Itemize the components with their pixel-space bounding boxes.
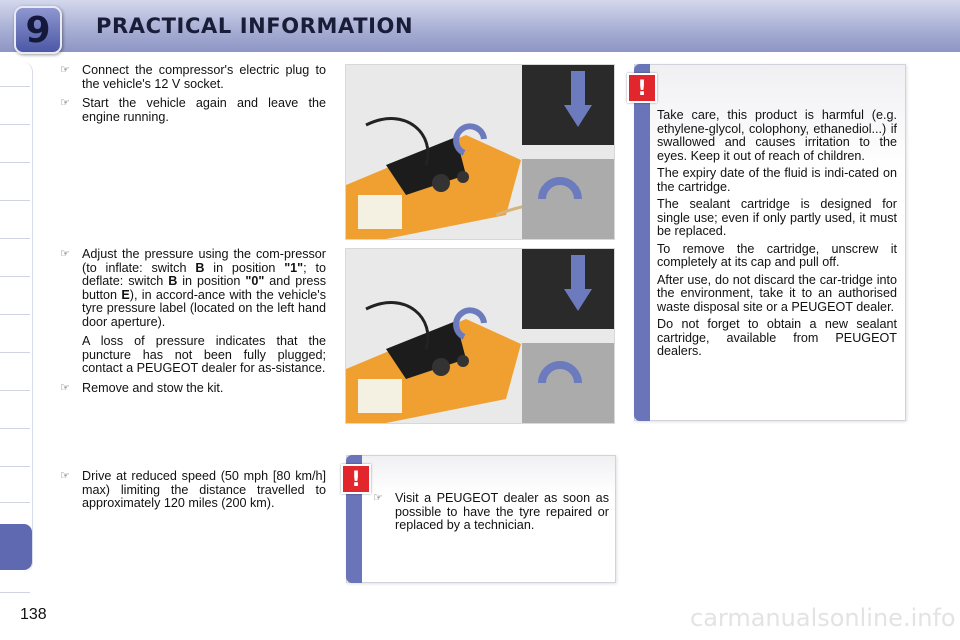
watermark: carmanualsonline.info (690, 604, 956, 632)
warning-box-visit-dealer (346, 455, 616, 583)
warning-stripe (634, 64, 650, 421)
exclamation-icon: ! (341, 464, 371, 494)
chapter-tab[interactable] (0, 124, 30, 125)
header-bar (0, 0, 960, 52)
bullet-item: ☞ Remove and stow the kit. (60, 380, 224, 395)
chapter-tab[interactable] (0, 466, 30, 467)
chapter-tab[interactable] (0, 314, 30, 315)
bullet-item: ☞ Connect the compressor's electric plug to the vehicle's 12 V socket. (60, 63, 326, 91)
chapter-tab[interactable] (0, 592, 30, 593)
pressure-loss-note: A loss of pressure indicates that the puncture has not been fully plugged; contact a PEUGEOT dealer for as-sistance. (82, 334, 326, 375)
pointing-hand-icon: ☞ (60, 248, 70, 260)
chapter-tabs (0, 62, 33, 572)
page-number: 138 (20, 606, 47, 623)
pointing-hand-icon: ☞ (60, 64, 70, 76)
warning-text: Take care, this product is harmful (e.g. ethylene-glycol, colophony, ethanediol...) if swallowed and causes irritation to the eyes. Keep it out of reach of children. The expiry date of the fluid is indi-cated on the cartridge. The sealant cartridge is designed for single use; even if only partly used, it must be replaced. To remove the cartridge, unscrew it completely at its cap and pull off. After use, do not discard the car-tridge into the environment, take it to an authorised waste disposal site or a PEUGEOT dealer. Do not forget to obtain a new sealant cartridge, available from PEUGEOT dealers. (657, 108, 897, 358)
instructions-block-1 (60, 64, 326, 124)
pointing-hand-icon: ☞ (60, 470, 70, 482)
instructions-block-3 (60, 470, 326, 511)
page-title: PRACTICAL INFORMATION (96, 14, 414, 38)
chapter-tab[interactable] (0, 200, 30, 201)
chapter-tab[interactable] (0, 86, 30, 87)
chapter-tab[interactable] (0, 352, 30, 353)
chapter-tab[interactable] (0, 238, 30, 239)
chapter-tab[interactable] (0, 162, 30, 163)
warning-text (373, 492, 609, 537)
illustration-pressure-adjustment (345, 248, 615, 424)
chapter-tab[interactable] (0, 428, 30, 429)
active-chapter-tab[interactable] (0, 524, 32, 570)
chapter-tab[interactable] (0, 276, 30, 277)
bullet-item: ☞ Drive at reduced speed (50 mph [80 km/h] max) limiting the distance travelled to approximately 120 miles (200 km). (60, 469, 326, 510)
warning-box-harmful-product (634, 64, 906, 421)
bullet-item: ☞ Start the vehicle again and leave the engine running. (60, 96, 326, 124)
exclamation-icon: ! (627, 73, 657, 103)
bullet-item: ☞ Adjust the pressure using the com-pressor (to inflate: switch B in position "1"; to deflate: switch B in position "0" and press button E), in accord-ance with the vehicle's tyre pressure label (located on the left hand door aperture). (60, 247, 326, 329)
pointing-hand-icon: ☞ (60, 381, 70, 394)
chapter-tab[interactable] (0, 390, 30, 391)
pointing-hand-icon: ☞ (373, 492, 383, 504)
pointing-hand-icon: ☞ (60, 97, 70, 109)
chapter-tab[interactable] (0, 502, 30, 503)
illustration-compressor-connection (345, 64, 615, 240)
bullet-item: ☞ Visit a PEUGEOT dealer as soon as possible to have the tyre repaired or replaced by a technician. (373, 491, 609, 532)
instructions-block-2 (60, 248, 326, 395)
chapter-badge: 9 (14, 6, 62, 54)
